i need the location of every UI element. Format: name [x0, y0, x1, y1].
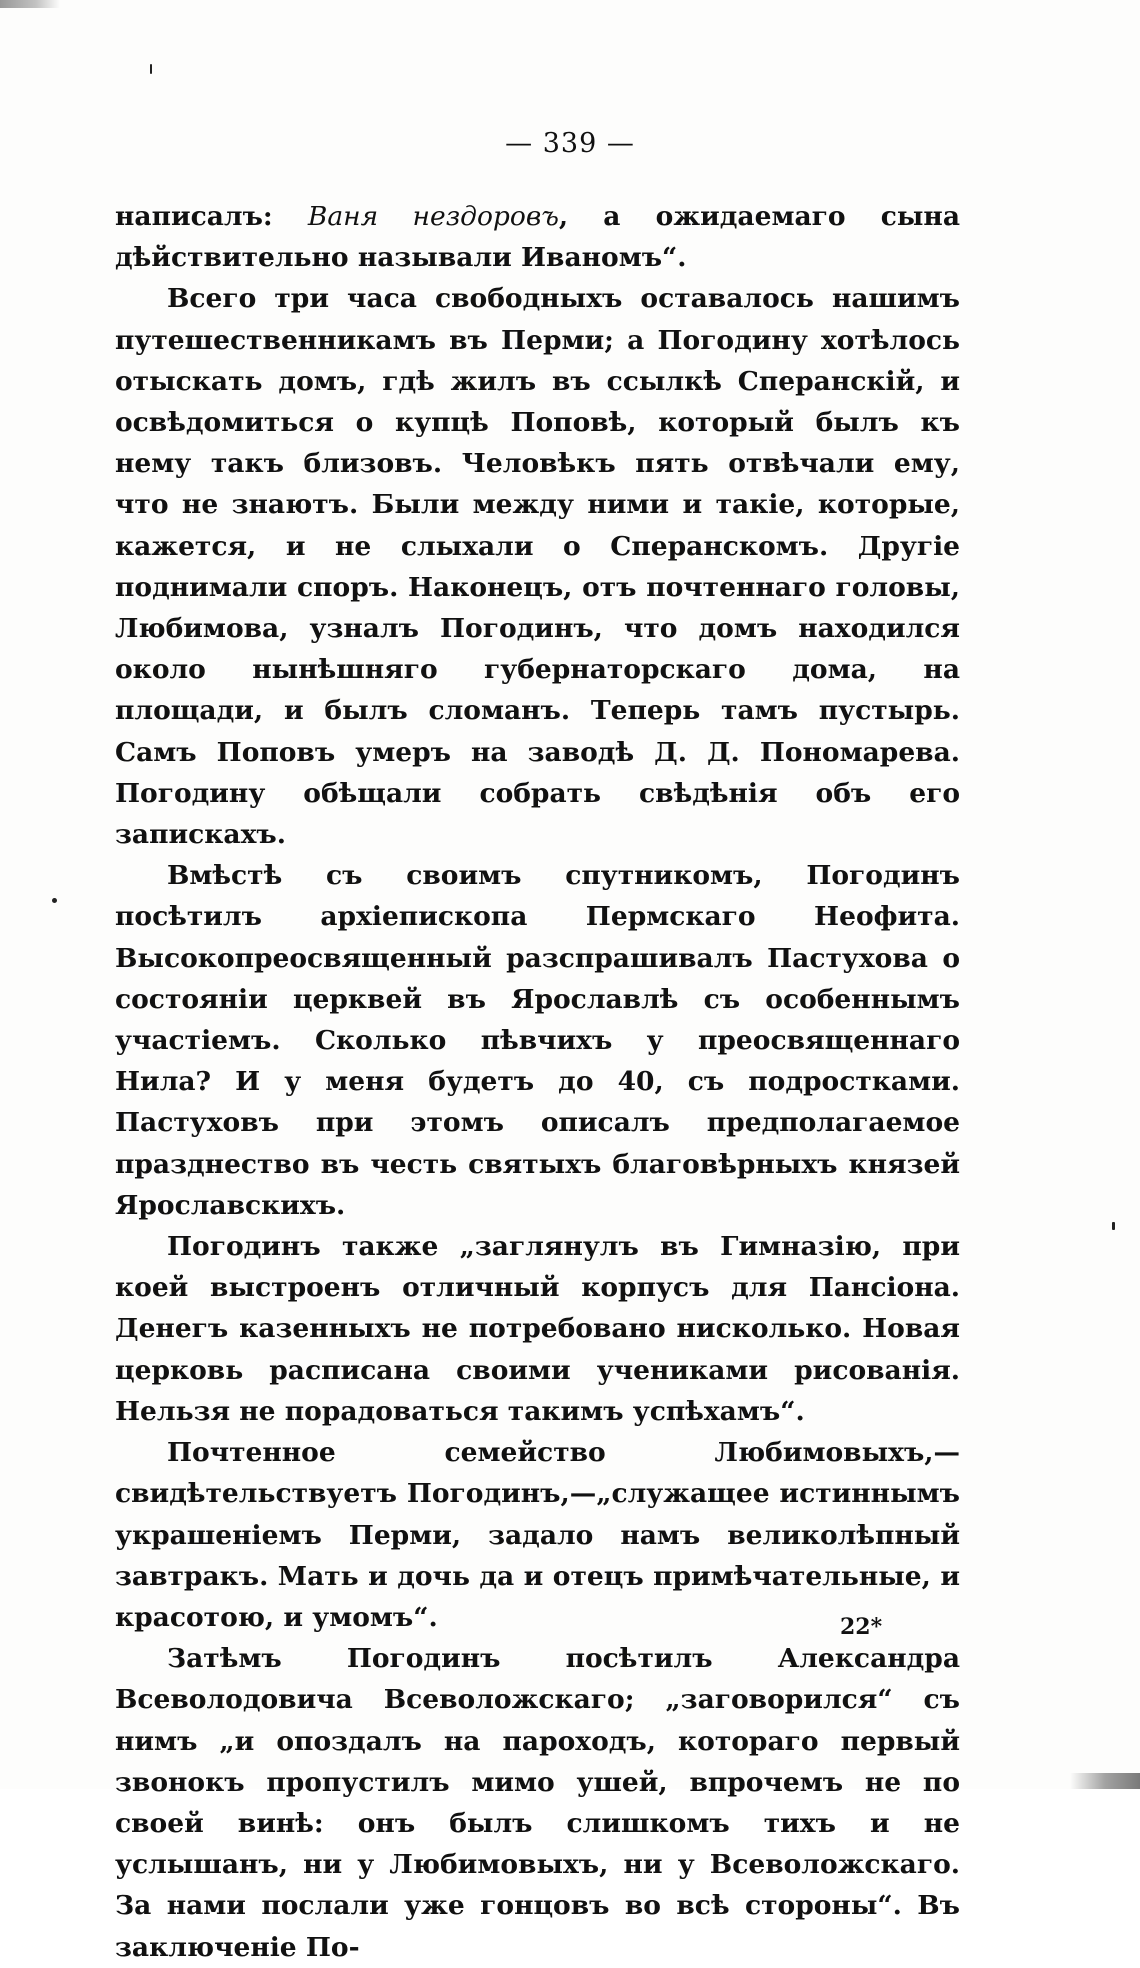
- text-segment: Затѣмъ Погодинъ посѣтилъ Александра Всеволодовича Всеволожскаго; „заговорился“ съ нимъ „и опоздалъ на пароходъ, котораго первый звонокъ пропустилъ мимо ушей, впрочемъ не по своей винѣ: онъ былъ слишкомъ тихъ и не услышанъ, ни у Любимовыхъ, ни у Всеволожскаго. За нами послали уже гонцовъ во всѣ стороны“. Въ заключеніе По-: [115, 1643, 960, 1963]
- scan-speck: [52, 898, 57, 903]
- text-segment: Почтенное семейство Любимовыхъ,—свидѣтельствуетъ Погодинъ,—„служащее истиннымъ украшеніемъ Перми, задало намъ великолѣпный завтракъ. Мать и дочь да и отецъ примѣчательные, и красотою, и умомъ“.: [115, 1437, 960, 1633]
- paragraph-0: [115, 196, 960, 278]
- paragraph-2: [115, 855, 960, 1226]
- text-segment-italic: Ваня нездоровъ: [307, 201, 559, 232]
- paragraph-3: [115, 1226, 960, 1432]
- text-segment: Вмѣстѣ съ своимъ спутникомъ, Погодинъ посѣтилъ архіепископа Пермскаго Неофита. Высокопреосвященный разспрашивалъ Пастухова о состояніи церквей въ Ярославлѣ съ особеннымъ участіемъ. Сколько пѣвчихъ у преосвященнаго Нила? И у меня будетъ до 40, съ подростками. Пастуховъ при этомъ описалъ предполагаемое празднество въ честь святыхъ благовѣрныхъ князей Ярославскихъ.: [115, 860, 960, 1221]
- scan-speck: [1112, 1222, 1115, 1230]
- text-segment: Погодинъ также „заглянулъ въ Гимназію, при коей выстроенъ отличный корпусъ для Пансіона. Денегъ казенныхъ не потребовано нисколько. Новая церковь расписана своими учениками рисованія. Нельзя не порадоваться такимъ успѣхамъ“.: [115, 1231, 960, 1427]
- text-segment: Всего три часа свободныхъ оставалось нашимъ путешественникамъ въ Перми; а Погодину хотѣлось отыскать домъ, гдѣ жилъ въ ссылкѣ Сперанскій, и освѣдомиться о купцѣ Поповѣ, который былъ къ нему такъ близовъ. Человѣкъ пять отвѣчали ему, что не знаютъ. Были между ними и такіе, которые, кажется, и не слыхали о Сперанскомъ. Другіе поднимали споръ. Наконецъ, отъ почтеннаго головы, Любимова, узналъ Погодинъ, что домъ находился около нынѣшняго губернаторскаго дома, на площади, и былъ сломанъ. Теперь тамъ пустырь. Самъ Поповъ умеръ на заводѣ Д. Д. Пономарева. Погодину обѣщали собрать свѣдѣнія объ его запискахъ.: [115, 283, 960, 851]
- text-segment: написалъ:: [115, 201, 308, 232]
- paragraph-1: [115, 278, 960, 855]
- scan-edge-mark: [0, 0, 60, 8]
- page-number: — 339 —: [505, 128, 635, 159]
- paragraph-4: [115, 1432, 960, 1638]
- scan-edge-mark: [1070, 1773, 1140, 1789]
- printer-signature-mark: 22*: [840, 1614, 883, 1640]
- paragraph-5: [115, 1638, 960, 1968]
- scan-speck: [150, 64, 152, 74]
- text-segment: , а ожидаемаго сына дѣйствительно называли Иваномъ“.: [115, 201, 960, 274]
- body-text: [115, 196, 960, 1968]
